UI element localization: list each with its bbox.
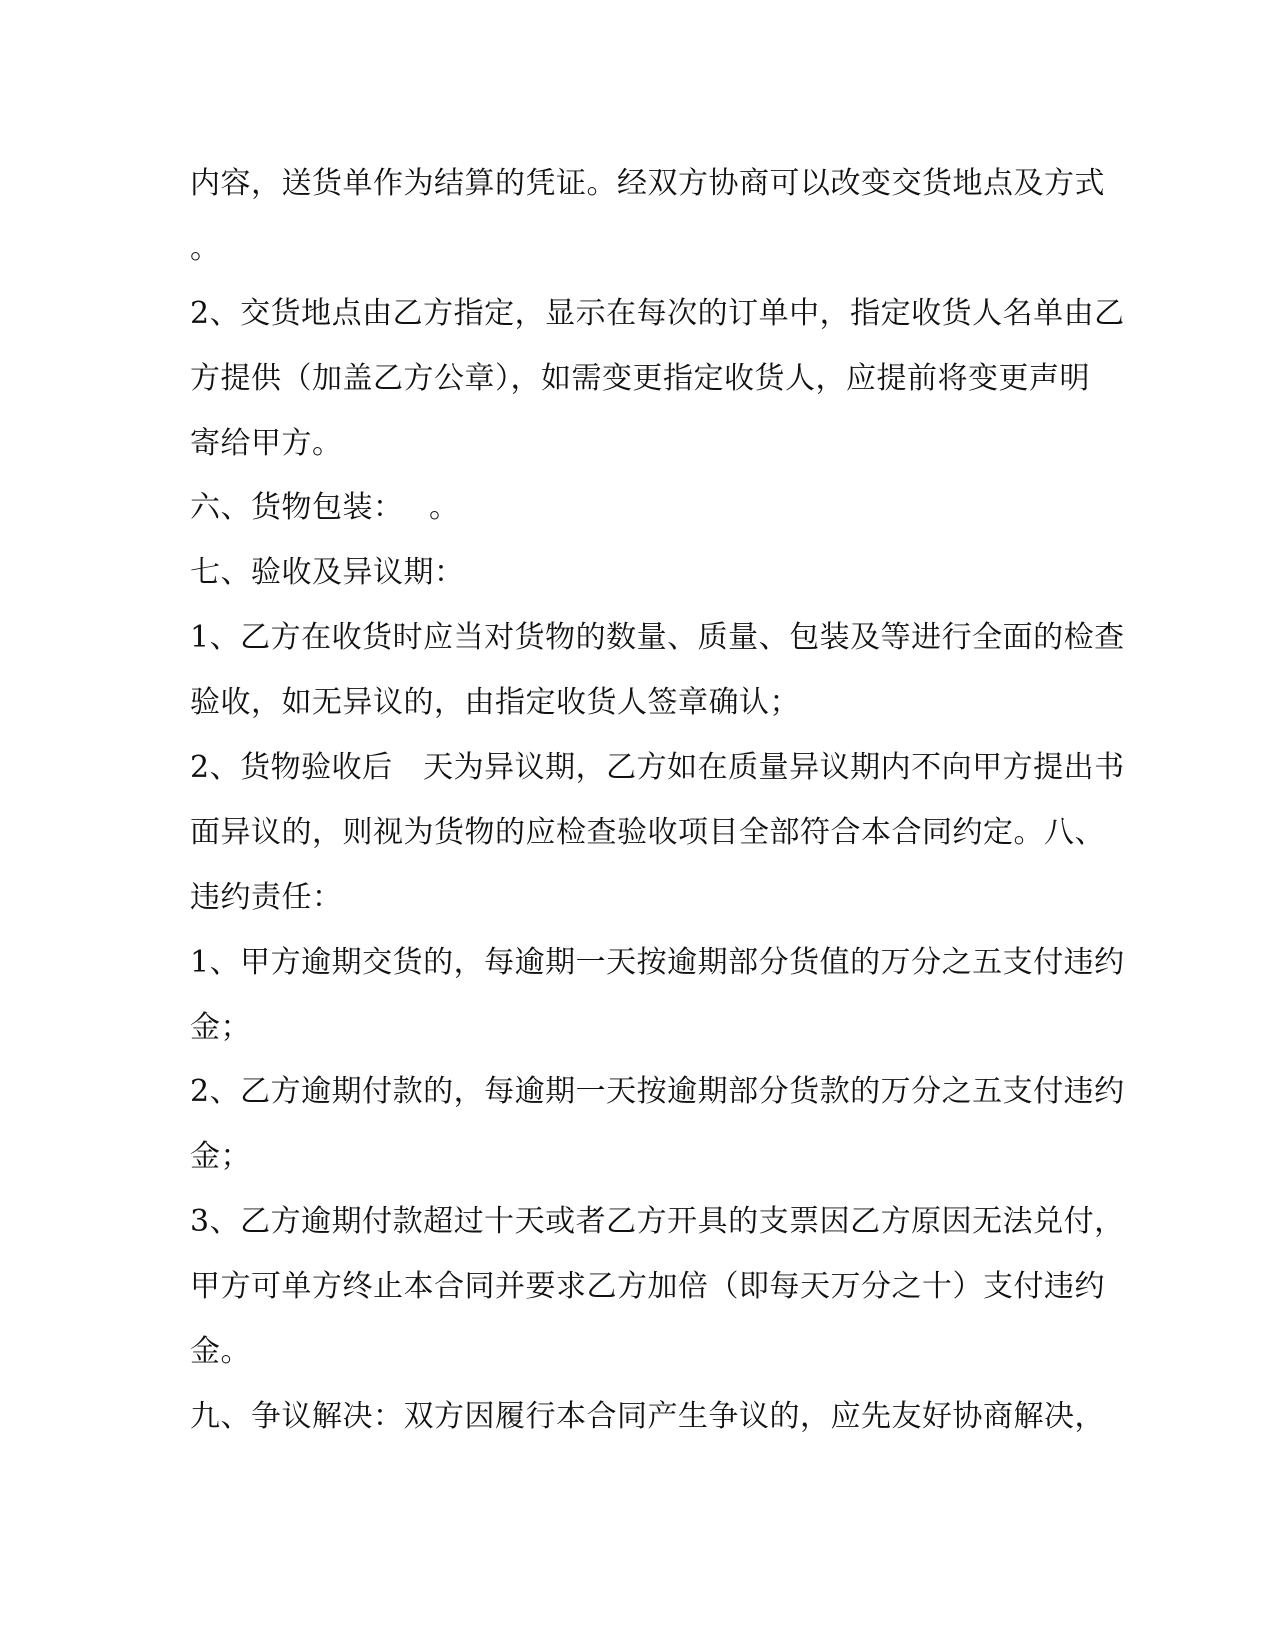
section-heading-dispute: 九、争议解决：双方因履行本合同产生争议的，应先友好协商解决，	[190, 1398, 1105, 1434]
contract-body	[190, 152, 1125, 1450]
text-line: 甲方可单方终止本合同并要求乙方加倍（即每天万分之十）支付违约	[190, 1269, 1105, 1305]
text-line: 验收，如无异议的，由指定收货人签章确认；	[190, 685, 800, 721]
section-heading-packaging: 六、货物包装： 。	[190, 490, 460, 526]
section-heading-inspection: 七、验收及异议期：	[190, 555, 465, 591]
text-line: 寄给甲方。	[190, 425, 343, 461]
text-line: 金。	[190, 1334, 251, 1370]
section-heading-liability: 违约责任：	[190, 879, 343, 915]
text-line: 。	[190, 230, 221, 266]
text-line: 2、货物验收后 天为异议期，乙方如在质量异议期内不向甲方提出书	[190, 750, 1125, 786]
text-line: 金；	[190, 1139, 251, 1175]
text-line: 内容，送货单作为结算的凭证。经双方协商可以改变交货地点及方式	[190, 166, 1105, 201]
text-line: 方提供（加盖乙方公章），如需变更指定收货人，应提前将变更声明	[190, 360, 1090, 396]
text-line: 1、乙方在收货时应当对货物的数量、质量、包装及等进行全面的检查	[190, 620, 1125, 656]
text-line: 2、交货地点由乙方指定，显示在每次的订单中，指定收货人名单由乙	[190, 295, 1125, 331]
text-line: 1、甲方逾期交货的，每逾期一天按逾期部分货值的万分之五支付违约	[190, 944, 1125, 980]
text-line: 金；	[190, 1009, 251, 1045]
text-line: 3、乙方逾期付款超过十天或者乙方开具的支票因乙方原因无法兑付，	[190, 1204, 1125, 1240]
text-line: 面异议的，则视为货物的应检查验收项目全部符合本合同约定。八、	[190, 814, 1105, 850]
text-line: 2、乙方逾期付款的，每逾期一天按逾期部分货款的万分之五支付违约	[190, 1074, 1125, 1110]
